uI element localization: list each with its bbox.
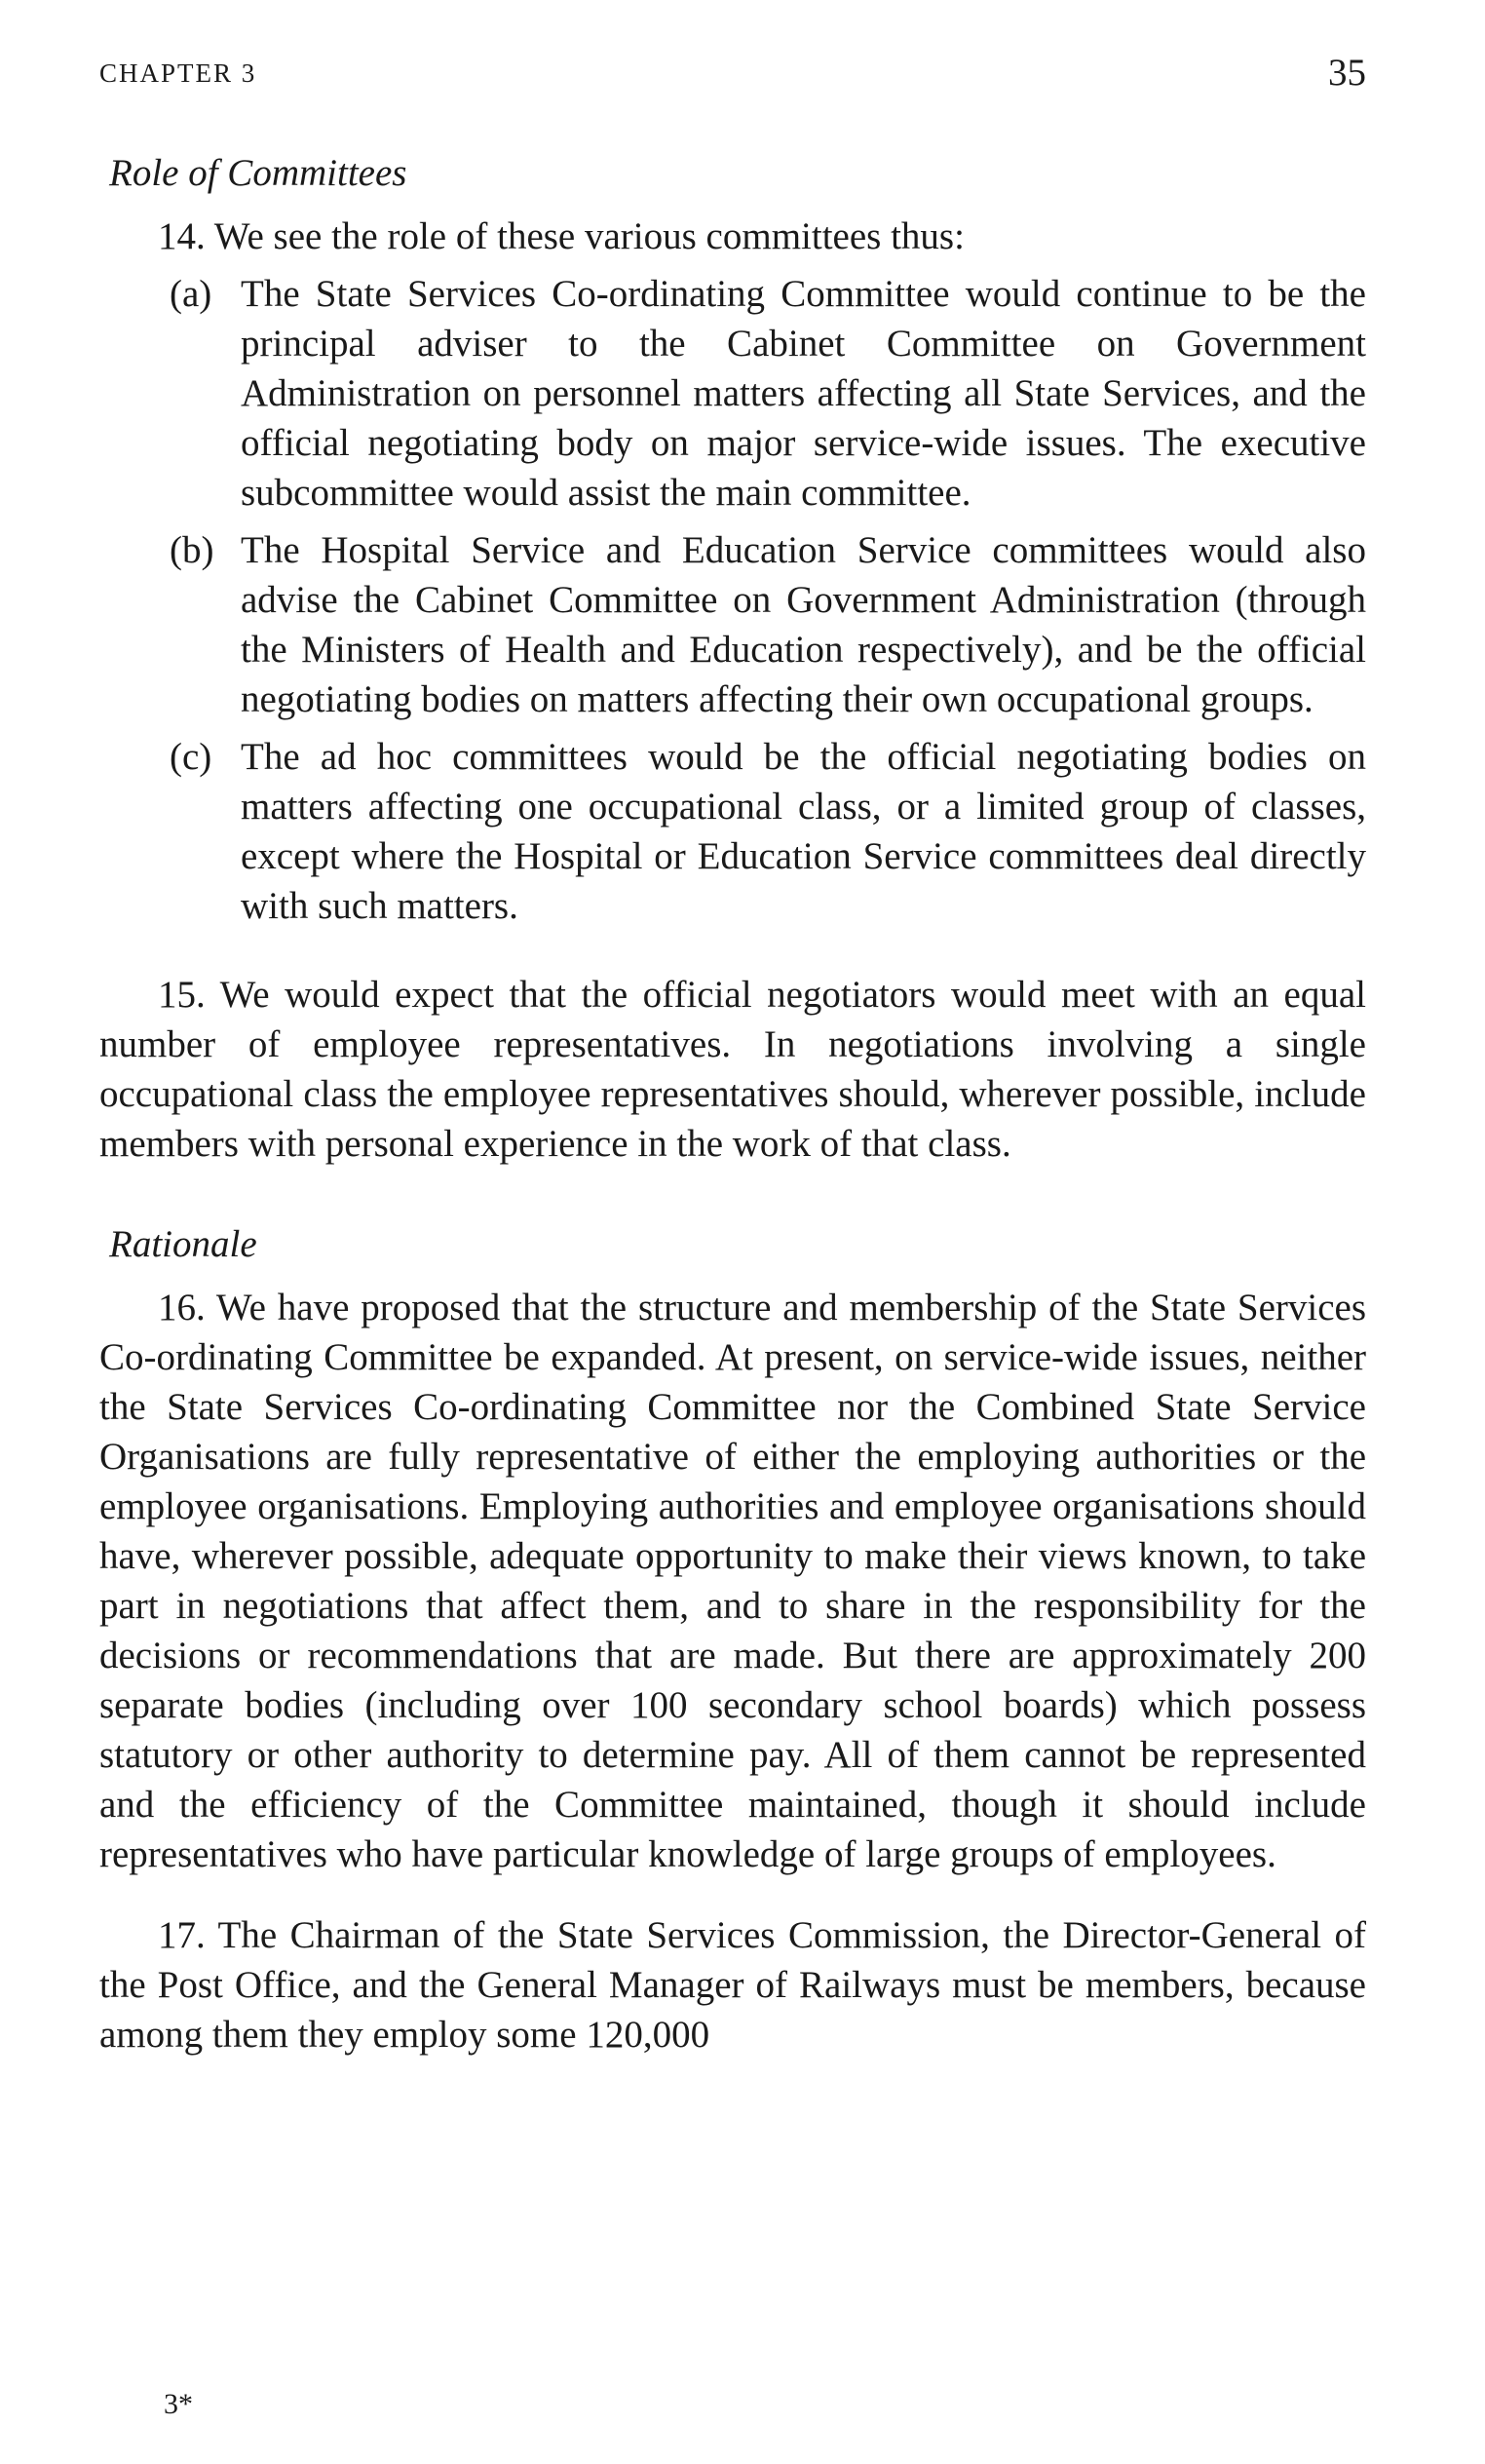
list-marker-b: (b) — [170, 529, 214, 571]
list-item-a-text: The State Services Co-ordinating Committee would continue to be the principal adviser to the Cabinet Committee on Government Administration on personnel matters affecting all State Services, and the official negotiating body on major service-wide issues. The executive subcommittee would assist the main committee. — [241, 273, 1366, 514]
chapter-label: CHAPTER 3 — [99, 58, 257, 88]
list-item-c-text: The ad hoc committees would be the official negotiating bodies on matters affecting one occupational class, or a limited group of classes, except where the Hospital or Education Service committees deal directly with such matters. — [241, 736, 1366, 927]
page-body — [99, 148, 1366, 2060]
paragraph-14: 14. We see the role of these various committees thus: — [158, 215, 965, 257]
paragraph-16: 16. We have proposed that the structure and membership of the State Services Co-ordinating Committee be expanded. At present, on service-wide issues, neither the State Services Co-ordinating Committee nor the Combined State Service Organisations are fully representative of either the employing authorities or the employee organisations. Employing authorities and employee organisations should have, wherever possible, adequate opportunity to make their views known, to take part in negotiations that affect them, and to share in the responsibility for the decisions or recommendations that are made. But there are approximately 200 separate bodies (including over 100 secondary school boards) which possess statutory or other authority to determine pay. All of them cannot be represented and the efficiency of the Committee maintained, though it should include representatives who have particular knowledge of large groups of employees. — [99, 1287, 1366, 1875]
list-marker-c: (c) — [170, 736, 212, 778]
page-number: 35 — [1328, 52, 1366, 94]
list-item-c — [99, 732, 1366, 931]
signature-mark: 3* — [164, 2388, 193, 2420]
running-head — [99, 51, 1366, 109]
paragraph-17: 17. The Chairman of the State Services Commission, the Director-General of the Post Office, and the General Manager of Railways must be members, because among them they employ some 120,000 — [99, 1914, 1366, 2056]
paragraph-15: 15. We would expect that the official negotiators would meet with an equal number of employee representatives. In negotiations involving a single occupational class the employee representatives should, wherever possible, include members with personal experience in the work of that class. — [99, 974, 1366, 1165]
section-heading-role-of-committees: Role of Committees — [109, 152, 407, 194]
list-marker-a: (a) — [170, 273, 212, 315]
list-item-a — [99, 269, 1366, 518]
section-heading-rationale: Rationale — [109, 1223, 257, 1265]
list-item-b — [99, 525, 1366, 724]
list-item-b-text: The Hospital Service and Education Service committees would also advise the Cabinet Committee on Government Administration (through the Ministers of Health and Education respectively), and be the official negotiating bodies on matters affecting their own occupational groups. — [241, 529, 1366, 720]
